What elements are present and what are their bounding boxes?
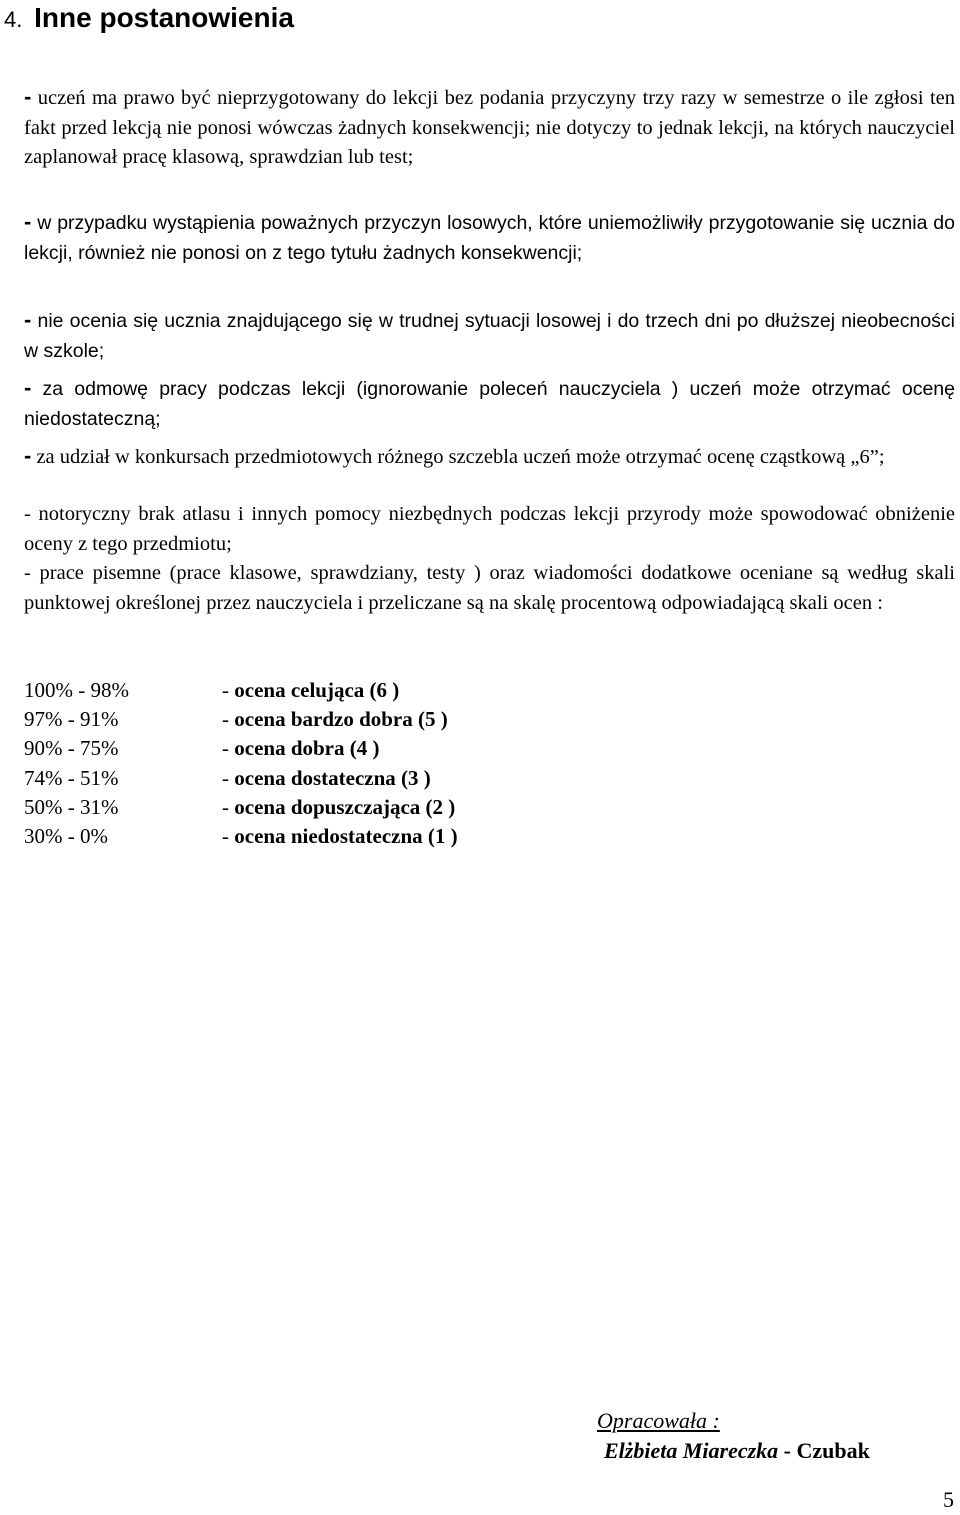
grade-label: - ocena dobra (4 ) (222, 736, 380, 761)
paragraph-contests (24, 441, 955, 473)
section-number: 4. (4, 7, 23, 32)
grade-range: 90% - 75% (24, 736, 119, 761)
grade-range: 100% - 98% (24, 678, 129, 702)
grade-label: - ocena niedostateczna (1 ) (222, 824, 458, 849)
grade-range: 50% - 31% (24, 794, 119, 819)
paragraph-text: w przypadku wystąpienia poważnych przyczyn losowych, które uniemożliwiły przygotowanie się ucznia do lekcji, również nie ponosi on z tego tytułu żadnych konsekwencji; (24, 212, 955, 264)
paragraph-text: za odmowę pracy podczas lekcji (ignorowanie poleceń nauczyciela ) uczeń może otrzymać ocenę niedostateczną; (24, 378, 955, 430)
paragraph-text: za udział w konkursach przedmiotowych różnego szczebla uczeń może otrzymać ocenę cząstkową „6”; (36, 446, 885, 468)
author-signature (604, 1438, 870, 1464)
prepared-by-label: Opracowała : (597, 1408, 720, 1433)
list-dash: - (24, 375, 32, 400)
paragraph-difficult-situation (24, 305, 955, 366)
grade-row (24, 734, 458, 763)
paragraph-random-causes (24, 207, 955, 268)
grade-row (24, 822, 458, 851)
paragraph-text: - prace pisemne (prace klasowe, sprawdziany, testy ) oraz wiadomości dodatkowe oceniane są według skali punktowej określonej przez nauczyciela i przeliczane są na skalę procentową odpowiadającą skali ocen : (24, 562, 955, 614)
grade-label: - ocena dopuszczająca (2 ) (222, 794, 456, 819)
grade-row (24, 764, 458, 793)
paragraph-unprepared (24, 82, 955, 173)
grade-scale (24, 676, 458, 851)
author-suffix: - Czubak (778, 1438, 870, 1463)
grade-range: 30% - 0% (24, 824, 108, 849)
list-dash: - (24, 84, 32, 109)
paragraph-atlas (24, 500, 955, 559)
paragraph-refusal (24, 373, 955, 434)
list-dash: - (24, 443, 32, 468)
grade-range: 97% - 91% (24, 707, 119, 732)
paragraph-text: uczeń ma prawo być nieprzygotowany do lekcji bez podania przyczyny trzy razy w semestrze o ile zgłosi ten fakt przed lekcją nie ponosi wówczas żadnych konsekwencji; nie dotyczy to jednak lekcji, na których nauczyciel zaplanował pracę klasową, sprawdzian lub test; (24, 87, 956, 168)
paragraph-text: nie ocenia się ucznia znajdującego się w trudnej sytuacji losowej i do trzech dni po dłuższej nieobecności w szkole; (24, 310, 955, 362)
section-heading (4, 2, 294, 36)
paragraph-text: - notoryczny brak atlasu i innych pomocy niezbędnych podczas lekcji przyrody może spowodować obniżenie oceny z tego przedmiotu; (24, 503, 955, 555)
grade-row (24, 676, 458, 705)
grade-label: - ocena celująca (6 ) (222, 678, 400, 702)
page-number: 5 (943, 1487, 954, 1512)
grade-row (24, 793, 458, 822)
paragraph-written-work (24, 559, 955, 618)
grade-row (24, 705, 458, 734)
section-title: Inne postanowienia (34, 2, 294, 33)
grade-label: - ocena dostateczna (3 ) (222, 765, 431, 790)
author-name: Elżbieta Miareczka (604, 1438, 779, 1463)
list-dash: - (24, 307, 32, 332)
list-dash: - (24, 209, 32, 234)
grade-range: 74% - 51% (24, 765, 119, 790)
grade-label: - ocena bardzo dobra (5 ) (222, 707, 448, 732)
